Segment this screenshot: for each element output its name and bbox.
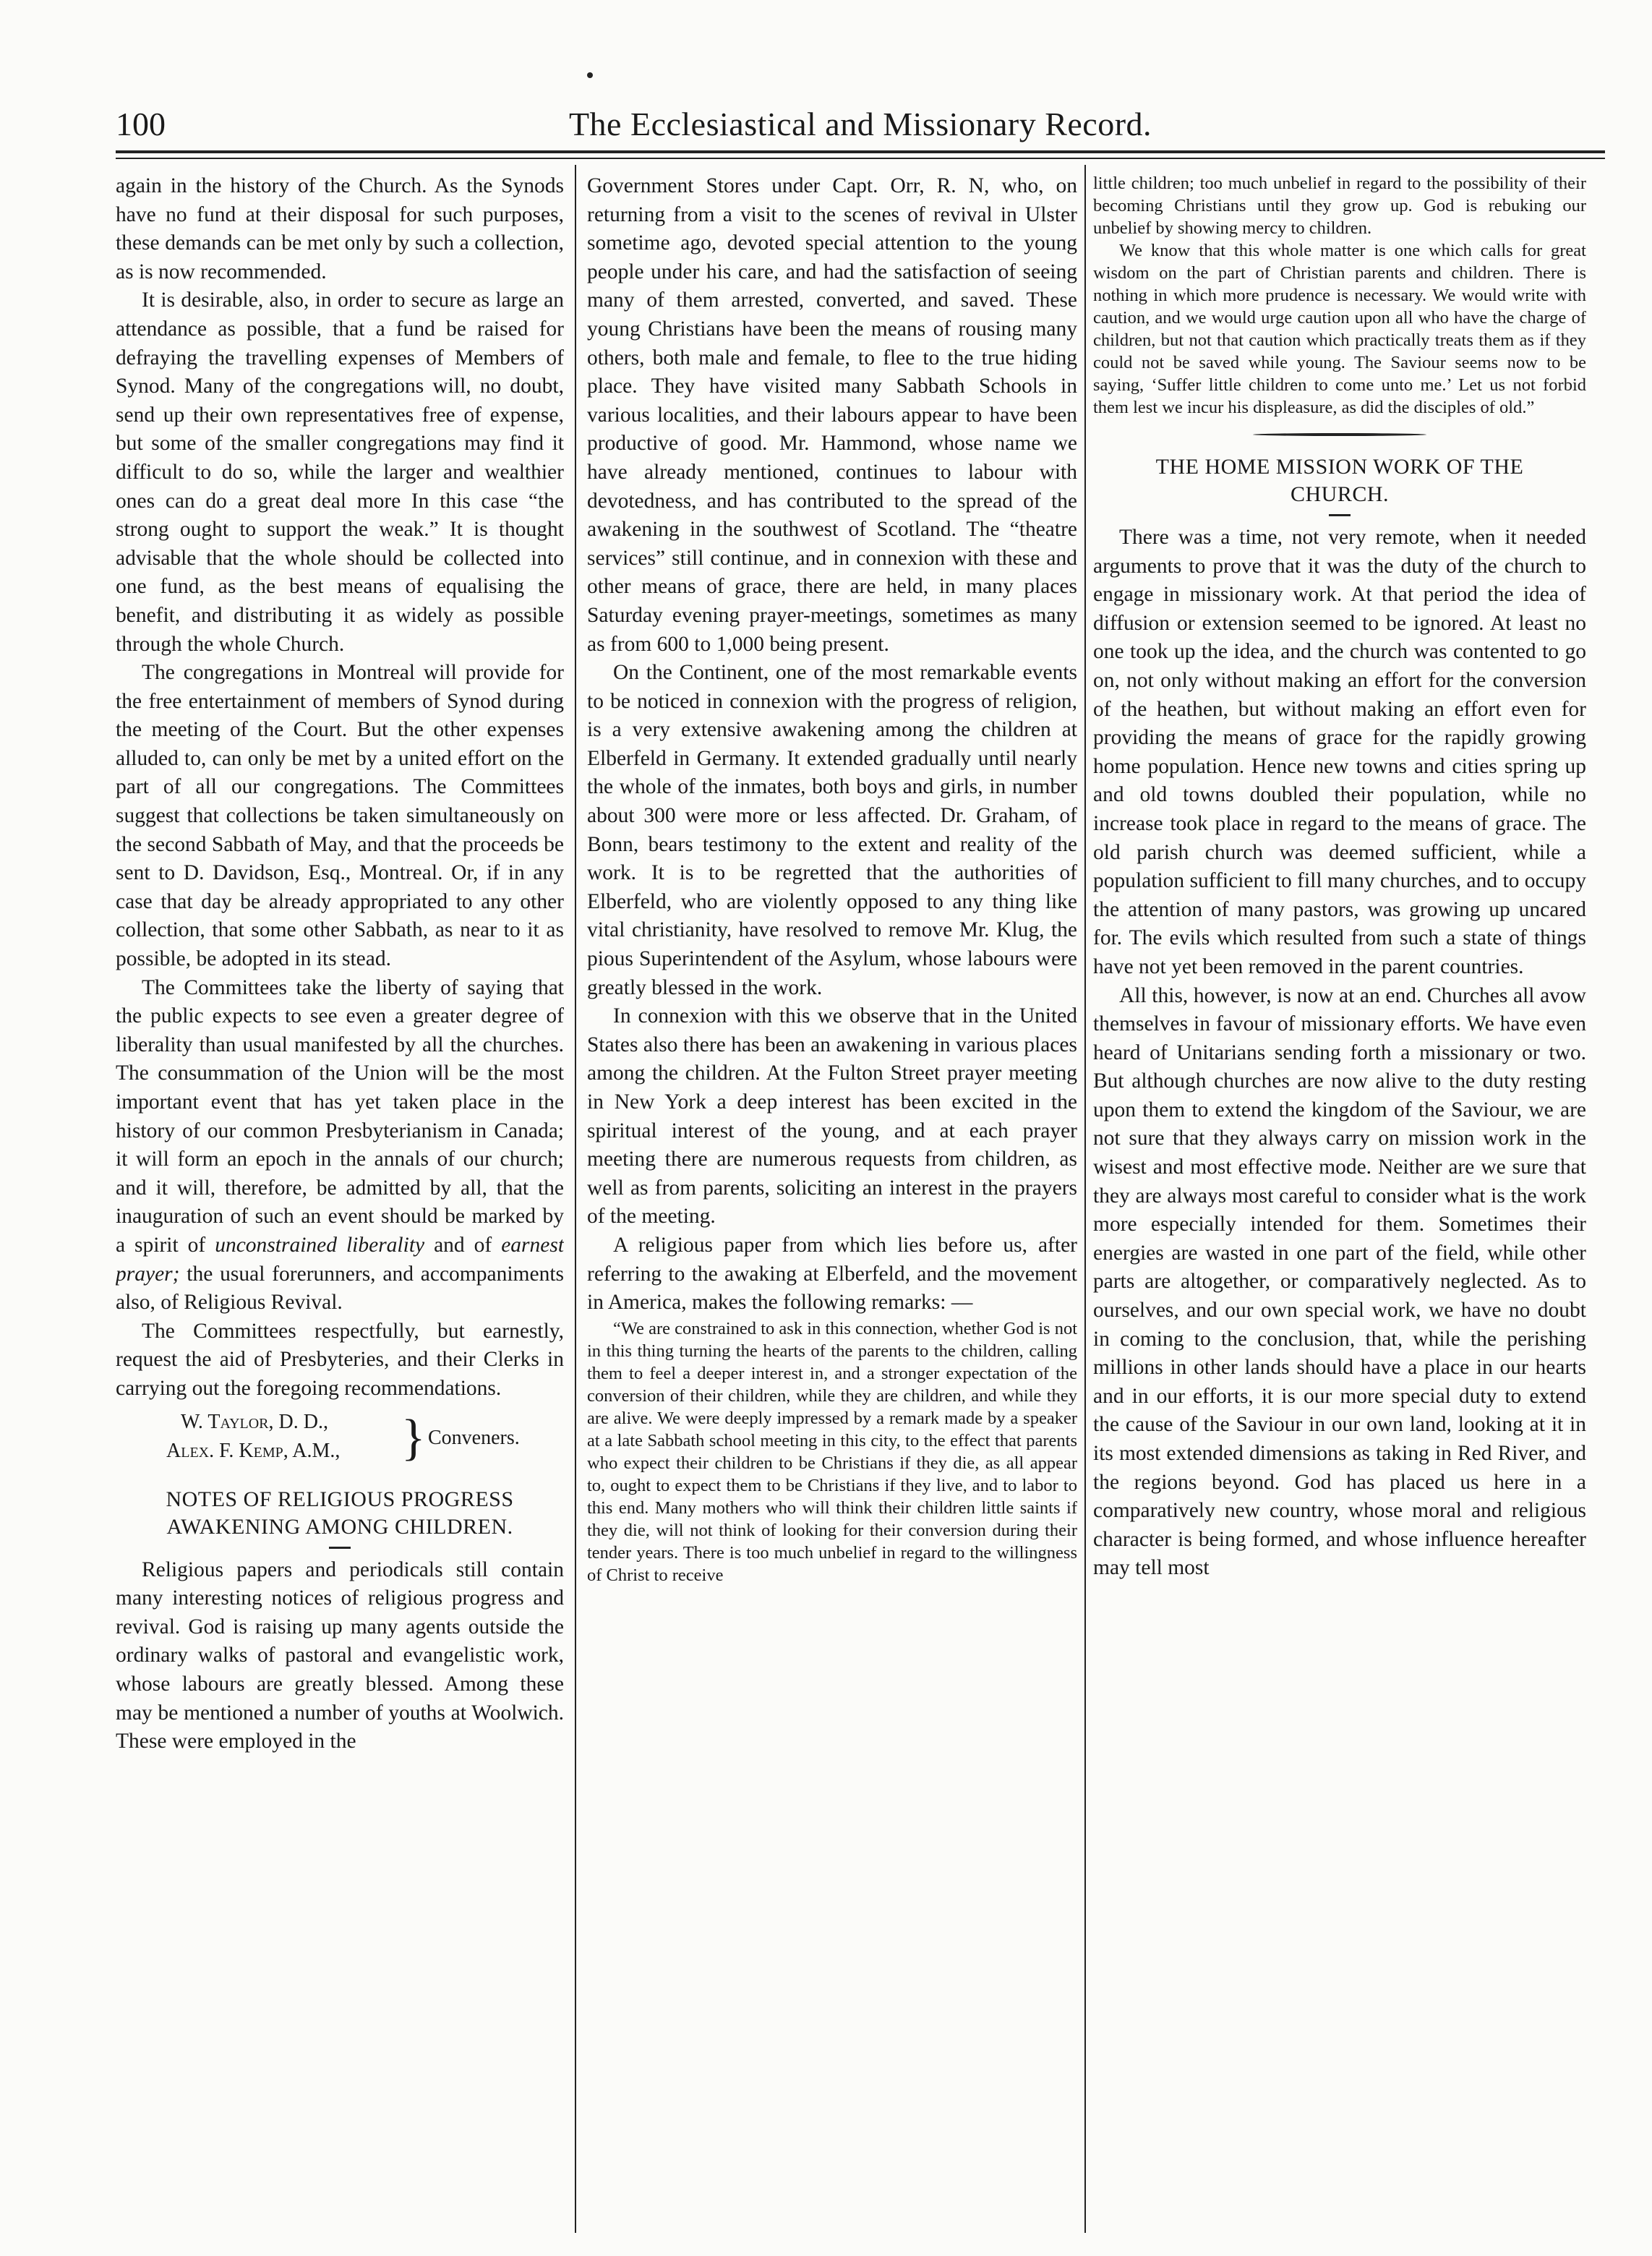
section-heading	[116, 1486, 564, 1541]
paragraph: again in the history of the Church. As the Synods have no fund at their disposal for such purposes, these demands can be met only by such a collection, as is now recommended.	[116, 174, 564, 283]
signature-block	[116, 1408, 564, 1474]
print-mark	[587, 72, 593, 78]
text-run: and of	[434, 1233, 492, 1257]
quoted-passage: We know that this whole matter is one which calls for great wisdom on the part of Christian parents and children. There is nothing in which more prudence is necessary. We would write with caution, and we would urge caution upon all who have the charge of children, but not that caution which practically treats them as if they could not be saved while young. The Saviour seems now to be saying, ‘Suffer little children to come unto me.’ Let us not forbid them lest we incur his displeasure, as did the disciples of old.”	[1093, 241, 1586, 417]
heading-dash	[329, 1547, 351, 1549]
column-2	[587, 172, 1077, 2226]
paragraph: All this, however, is now at an end. Churches all avow themselves in favour of missionary efforts. We have even heard of Unitarians sending forth a missionary or two. But although churches are now alive to the duty resting upon them to extend the kingdom of the Saviour, we are not sure that they always carry on mission work in the wisest and most effective mode. Neither are we sure that they are always most careful to consider what is the work more especially intended for them. Sometimes their energies are wasted in one part of the field, while other parts are altogether, or comparatively neglected. As to ourselves, and our own special work, we have no doubt in coming to the conclusion, that, while the perishing millions in other lands should have a place in our hearts and in our efforts, it is our more special duty to extend the cause of the Saviour in our own land, looking at it in its most extended dimensions as taking in Red River, and the regions beyond. God has placed us here in a comparatively new country, whose moral and religious character is being formed, and whose influence hereafter may tell most	[1093, 983, 1586, 1580]
paragraph: There was a time, not very remote, when it needed arguments to prove that it was the duty of the church to engage in missionary work. At that period the idea of diffusion or extension seemed to be ignored. At least no one took up the idea, and the church was contented to go on, not only without making an effort for the conversion of the heathen, but without making an effort even for providing the means of grace for the rapidly growing home population. Hence new towns and cities spring up and old towns doubled their population, while no increase took place in regard to the means of grace. The old parish church was deemed sufficient, while a population sufficient to fill many churches, and to occupy the attention of many pastors, was growing up uncared for. The evils which resulted from such a state of things have not yet been removed in the parent countries.	[1093, 526, 1586, 978]
paragraph: Religious papers and periodicals still contain many interesting notices of religious progress and revival. God is raising up many agents outside the ordinary walks of pastoral and evangelistic work, whose labours are greatly blessed. Among these may be mentioned a number of youths at Woolwich. These were employed in the	[116, 1558, 564, 1753]
section-heading	[1093, 453, 1586, 508]
paragraph: Government Stores under Capt. Orr, R. N, who, on returning from a visit to the scenes of revival in Ulster sometime ago, devoted special attention to the young people under his care, and had the satisfaction of seeing many of them arrested, converted, and saved. These young Christians have been the means of rousing many others, both male and female, to flee to the true hiding place. They have visited many Sabbath Schools in various localities, and their labours appear to have been productive of good. Mr. Hammond, whose name we have already mentioned, continues to labour with devotedness, and has contributed to the spread of the awakening in the southwest of Scotland. The “theatre services” still continue, and in connexion with these and other means of grace, there are held, in many places Saturday evening prayer-meetings, sometimes as many as from 600 to 1,000 being present.	[587, 174, 1077, 656]
page-header	[116, 103, 1605, 146]
paragraph: On the Continent, one of the most remarkable events to be noticed in connexion with the progress of religion, is a very extensive awakening among the children at Elberfeld in Germany. It extended gradually until nearly the whole of the inmates, both boys and girls, in number about 300 were more or less affected. Dr. Graham, of Bonn, bears testimony to the extent and reality of the work. It is to be regretted that the authorities of Elberfeld, who are violently opposed to any thing like vital christianity, have resolved to remove Mr. Klug, the pious Superintendent of the Asylum, whose labours were greatly blessed in the work.	[587, 661, 1077, 999]
paragraph: The Committees respectfully, but earnestly, request the aid of Presbyteries, and their Clerks in carrying out the foregoing recommendations.	[116, 1319, 564, 1400]
header-rule-thin	[116, 158, 1605, 159]
column-divider-2	[1084, 165, 1086, 2233]
heading-line: NOTES OF RELIGIOUS PROGRESS	[166, 1487, 514, 1511]
heading-line: CHURCH.	[1290, 482, 1390, 506]
text-run: The Committees take the liberty of saying that the public expects to see even a greater degree of liberality than usual manifested by all the churches. The consummation of the Union will be the most important event that has yet taken place in the history of our common Presbyterianism in Canada; it will form an epoch in the annals of our church; and it will, therefore, be admitted by all, that the inauguration of such an event should be marked by a spirit of	[116, 975, 564, 1257]
paragraph: A religious paper from which lies before us, after referring to the awaking at Elberfeld, and the movement in America, makes the following remarks: —	[587, 1233, 1077, 1315]
journal-title: The Ecclesiastical and Missionary Record.	[568, 106, 1152, 142]
brace-glyph: }	[401, 1409, 426, 1466]
quoted-passage: little children; too much unbelief in regard to the possibility of their becoming Christians until they grow up. God is rebuking our unbelief by showing mercy to children.	[1093, 174, 1586, 238]
paragraph: The congregations in Montreal will provide for the free entertainment of members of Synod during the meeting of the Court. But the other expenses alluded to, can only be met by a united effort on the part of all our congregations. The Committees suggest that collections be taken simultaneously on the second Sabbath of May, and that the proceeds be sent to D. Davidson, Esq., Montreal. Or, if in any case that day be already appropriated to any other collection, that some other Sabbath, as near to it as possible, be adopted in its stead.	[116, 661, 564, 971]
paragraph	[116, 974, 564, 1317]
emphasis-text: unconstrained liberality	[215, 1233, 425, 1257]
column-1	[116, 172, 564, 2226]
text-run: the usual forerunners, and accompaniments also, of Religious Revival.	[116, 1262, 564, 1315]
heading-line: THE HOME MISSION WORK OF THE	[1155, 455, 1524, 479]
quoted-passage: “We are constrained to ask in this connection, whether God is not in this thing turning the hearts of the parents to the children, calling them to feel a deeper interest in, and a stronger expectation of the conversion of their children, while they are children, and while they are alive. We were deeply impressed by a remark made by a speaker at a late Sabbath school meeting in this city, to the effect that parents who expect their children to be Christians if they die, as all appear to, ought to expect them to be Christians if they live, and to labor to this end. Many mothers who will think their children little saints if they die, will not think of looking for their conversion during their tender years. There is too much unbelief in regard to the willingness of Christ to receive	[587, 1318, 1077, 1585]
header-rule-thick	[116, 150, 1605, 153]
page-number: 100	[116, 106, 166, 142]
signatory-name: W. Taylor, D. D.,	[181, 1410, 328, 1433]
emphasis-text: earnest prayer;	[116, 1233, 564, 1286]
heading-line: AWAKENING AMONG CHILDREN.	[166, 1514, 513, 1539]
signatory-name: Alex. F. Kemp, A.M.,	[166, 1439, 341, 1462]
paragraph: It is desirable, also, in order to secure as large an attendance as possible, that a fund be raised for defraying the travelling expenses of Members of Synod. Many of the congregations will, no doubt, send up their own representatives free of expense, but some of the smaller congregations may find it difficult to do so, while the larger and wealthier ones can do a great deal more In this case “the strong ought to support the weak.” It is thought advisable that the whole should be collected into one fund, as the best means of equalising the benefit, and distributing it as widely as possible through the whole Church.	[116, 289, 564, 656]
paragraph: In connexion with this we observe that in the United States also there has been an awakening in various places among the children. At the Fulton Street prayer meeting in New York a deep interest has been excited in the spiritual interest of the young, and at each prayer meeting there are numerous requests from children, as well as from parents, soliciting an interest in the prayers of the meeting.	[587, 1004, 1077, 1229]
signatory-role: Conveners.	[428, 1426, 520, 1449]
heading-dash	[1329, 514, 1351, 516]
column-divider-1	[575, 165, 576, 2233]
column-3	[1093, 172, 1586, 2226]
section-separator	[1253, 433, 1426, 436]
